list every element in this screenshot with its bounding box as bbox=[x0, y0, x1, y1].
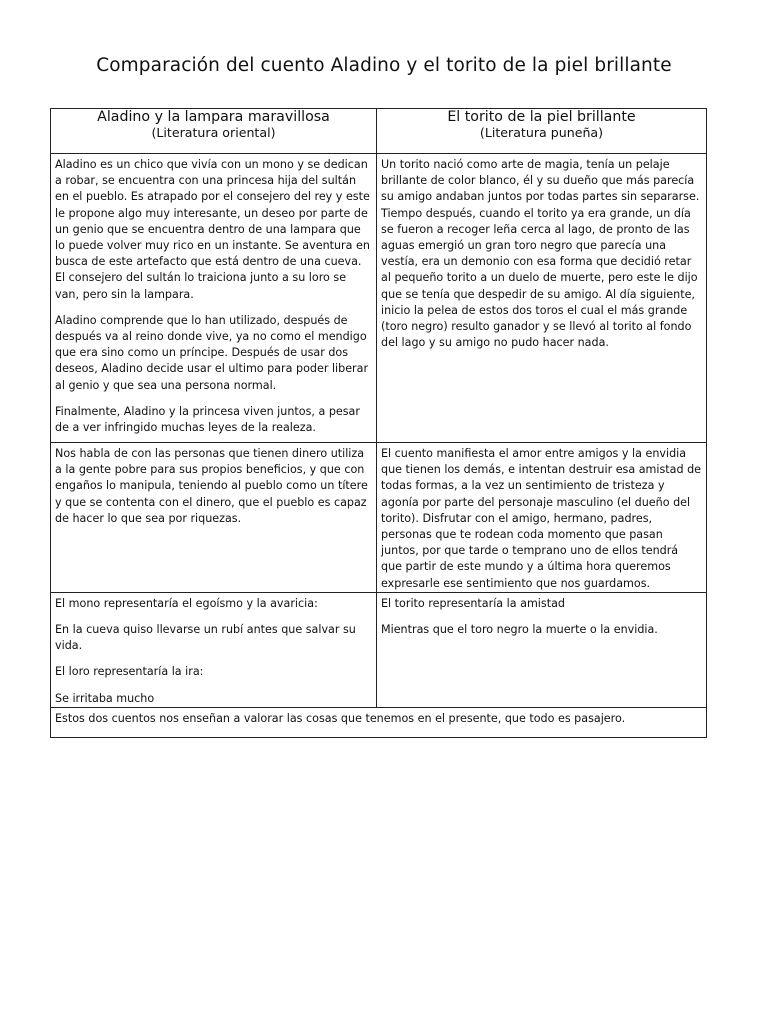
paragraph: Mientras que el toro negro la muerte o la envidia. bbox=[381, 623, 658, 637]
header-cell-aladino bbox=[51, 109, 377, 154]
paragraph: El torito representaría la amistad bbox=[381, 596, 565, 610]
table-cell-aladino-message bbox=[51, 443, 377, 593]
paragraph: Nos habla de con las personas que tienen dinero utiliza a la gente pobre para sus propios beneficios, y que con engaños lo manipula, teniendo al pueblo como un títere y que se contenta con el dinero, que el pueblo es capaz de hacer lo que sea por riquezas. bbox=[55, 447, 368, 525]
table-row bbox=[51, 592, 707, 707]
table-cell-torito-summary bbox=[377, 154, 707, 443]
table-cell-aladino-characters bbox=[51, 592, 377, 707]
table-header-row bbox=[51, 109, 707, 154]
table-row bbox=[51, 154, 707, 443]
header-cell-torito bbox=[377, 109, 707, 154]
header-title: Aladino y la lampara maravillosa bbox=[97, 109, 330, 125]
paragraph: Se irritaba mucho bbox=[55, 691, 155, 705]
paragraph: Aladino es un chico que vivía con un mono y se dedican a robar, se encuentra con una princesa hija del sultán en el pueblo. Es atrapado por el consejero del rey y este le propone algo muy interesante, un deseo por parte de un genio que se encuentra dentro de una lampara que lo puede volver muy rico en un instante. Se aventura en busca de este artefacto que está dentro de una cueva. El consejero del sultán lo traiciona junto a su loro se van, pero sin la lampara. bbox=[55, 158, 370, 301]
table-cell-aladino-summary bbox=[51, 154, 377, 443]
table-row bbox=[51, 443, 707, 593]
paragraph: El loro representaría la ira: bbox=[55, 665, 204, 679]
table-cell-torito-characters bbox=[377, 592, 707, 707]
table-cell-torito-message bbox=[377, 443, 707, 593]
page-title: Comparación del cuento Aladino y el torito de la piel brillante bbox=[96, 55, 672, 76]
conclusion-text: Estos dos cuentos nos enseñan a valorar las cosas que tenemos en el presente, que todo es pasajero. bbox=[55, 711, 626, 725]
paragraph: Finalmente, Aladino y la princesa viven juntos, a pesar de a ver infringido muchas leyes de la realeza. bbox=[55, 404, 360, 435]
comparison-table bbox=[50, 108, 707, 738]
header-subtitle: (Literatura puneña) bbox=[479, 125, 604, 140]
header-subtitle: (Literatura oriental) bbox=[151, 125, 276, 140]
table-cell-conclusion bbox=[51, 707, 707, 737]
paragraph: En la cueva quiso llevarse un rubí antes que salvar su vida. bbox=[55, 623, 356, 653]
header-title: El torito de la piel brillante bbox=[447, 109, 636, 125]
paragraph: El cuento manifiesta el amor entre amigos y la envidia que tienen los demás, e intentan destruir esa amistad de todas formas, a la vez un sentimiento de tristeza y agonía por parte del personaje masculino (el dueño del torito). Disfrutar con el amigo, hermano, padres, personas que te rodean coda momento que pasan juntos, por que tarde o temprano uno de ellos tendrá que partir de este mundo y a última hora queremos expresarle ese sentimiento que nos guardamos. bbox=[381, 447, 702, 590]
paragraph: Un torito nació como arte de magia, tenía un pelaje brillante de color blanco, él y su dueño que más parecía su amigo andaban juntos por todas partes sin separarse. Tiempo después, cuando el torito ya era grande, un día se fueron a recoger leña cerca al lago, de pronto de las aguas emergió un gran toro negro que parecía una vestía, era un demonio con esa forma que decidió retar al pequeño torito a un duelo de muerte, pero este le dijo que se tenía que despedir de su amigo. Al día siguiente, inicio la pelea de estos dos toros el cual el más grande (toro negro) resulto ganador y se llevó al torito al fondo del lago y su amigo no pudo hacer nada. bbox=[381, 158, 700, 350]
table-row-conclusion bbox=[51, 707, 707, 737]
paragraph: El mono representaría el egoísmo y la avaricia: bbox=[55, 596, 318, 610]
paragraph: Aladino comprende que lo han utilizado, después de después va al reino donde vive, ya no como el mendigo que era sino como un príncipe. Después de usar dos deseos, Aladino decide usar el ultimo para poder liberar al genio y que sea una persona normal. bbox=[55, 313, 369, 392]
